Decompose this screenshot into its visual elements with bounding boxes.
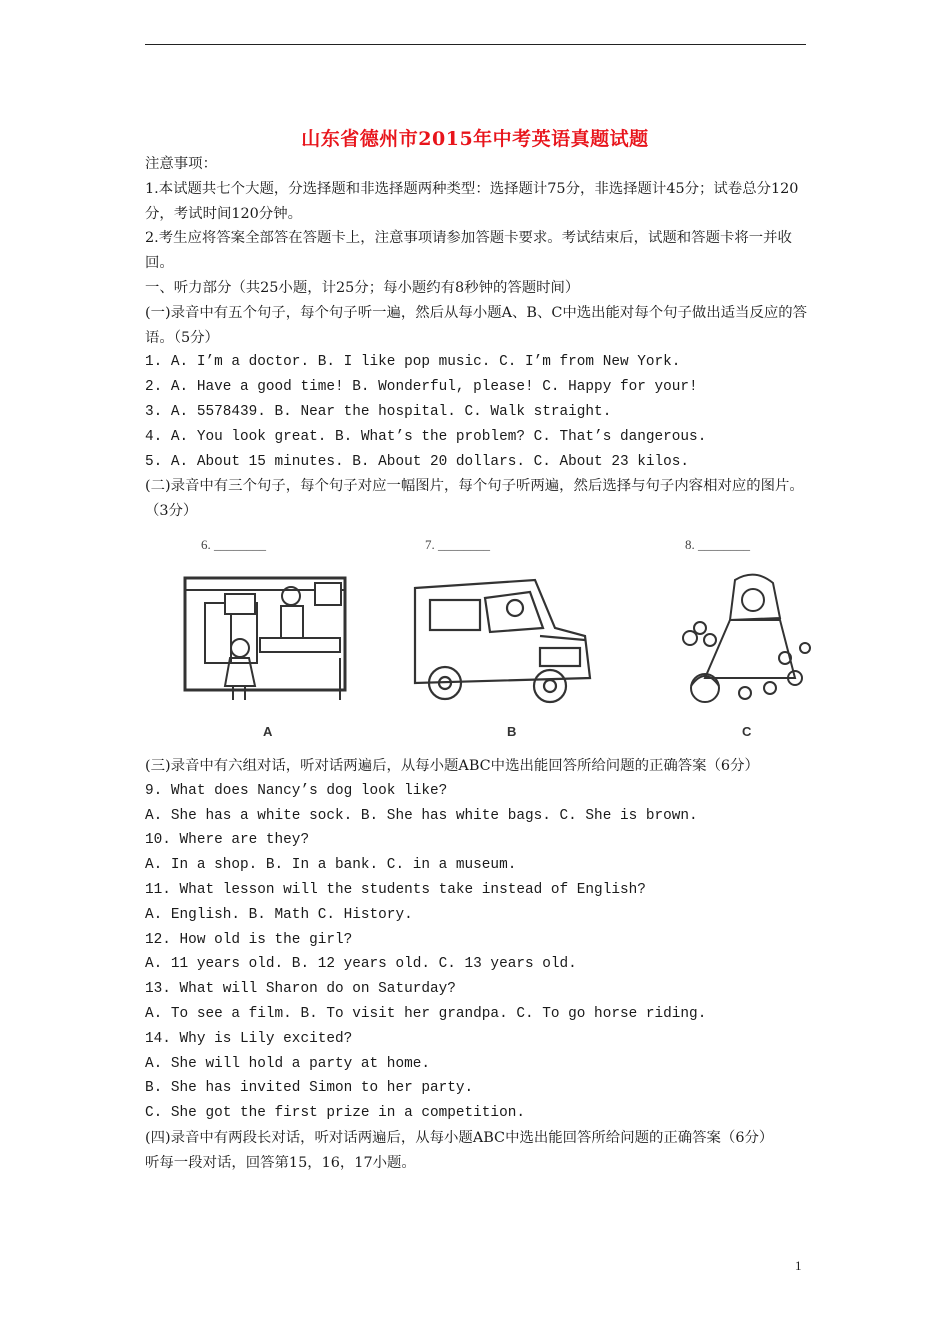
sec3-line: B. She has invited Simon to her party. [145, 1080, 474, 1097]
sec3-line: 12. How old is the girl? [145, 931, 353, 948]
page-number: 1 [795, 1258, 802, 1273]
notice-item-1: 1.本试题共七个大题，分选择题和非选择题两种类型：选择题计75分，非选择题计45分；试卷总分120分，考试时间120分钟。 [145, 180, 799, 222]
sec3-instruction: (三)录音中有六组对话，听对话两遍后，从每小题ABC中选出能回答所给问题的正确答案（6分） [145, 757, 759, 774]
sec3-line: C. She got the first prize in a competition. [145, 1105, 525, 1122]
notice-heading: 注意事项： [145, 156, 217, 172]
blank-7: 7. ________ [425, 536, 490, 552]
sec3-line: A. To see a film. B. To visit her grandpa. C. To go horse riding. [145, 1005, 707, 1022]
label-b: B [507, 723, 517, 739]
sec3-line: A. She will hold a party at home. [145, 1055, 430, 1072]
sec3-line: A. In a shop. B. In a bank. C. in a museum. [145, 857, 517, 874]
question-2: 2. A. Have a good time! B. Wonderful, please! C. Happy for your! [145, 379, 698, 396]
question-4: 4. A. You look great. B. What’s the problem? C. That’s dangerous. [145, 428, 707, 445]
question-5: 5. A. About 15 minutes. B. About 20 dollars. C. About 23 kilos. [145, 453, 690, 470]
sec4-instruction: (四)录音中有两段长对话，听对话两遍后，从每小题ABC中选出能回答所给问题的正确答案（6分） [145, 1129, 774, 1146]
sec3-line: A. English. B. Math C. History. [145, 906, 413, 923]
sec3-line: 9. What does Nancy’s dog look like? [145, 782, 448, 799]
picture-c [683, 575, 810, 702]
question-3: 3. A. 5578439. B. Near the hospital. C. Walk straight. [145, 403, 612, 420]
header-rule [145, 44, 806, 45]
sec3-line: 10. Where are they? [145, 832, 310, 849]
picture-strip [145, 528, 809, 752]
picture-b [415, 580, 590, 702]
label-c: C [742, 723, 752, 739]
question-1: 1. A. I’m a doctor. B. I like pop music. C. I’m from New York. [145, 354, 681, 371]
picture-a [185, 578, 345, 700]
sec3-line: 13. What will Sharon do on Saturday? [145, 981, 456, 998]
document-body [145, 152, 809, 1176]
sec1-instruction: (一)录音中有五个句子，每个句子听一遍，然后从每小题A、B、C中选出能对每个句子做出适当反应的答语。（5分） [145, 304, 808, 346]
sec3-line: 14. Why is Lily excited? [145, 1030, 353, 1047]
sec2-instruction: (二)录音中有三个句子，每个句子对应一幅图片，每个句子听两遍，然后选择与句子内容相对应的图片。（3分） [145, 478, 804, 520]
label-a: A [263, 723, 273, 739]
sec3-line: A. 11 years old. B. 12 years old. C. 13 years old. [145, 956, 577, 973]
blank-8: 8. ________ [685, 536, 750, 552]
sec4-sub: 听每一段对话，回答第15，16，17小题。 [145, 1154, 416, 1171]
blank-6: 6. ________ [201, 536, 266, 552]
sec3-line: 11. What lesson will the students take instead of English? [145, 881, 646, 898]
picture-illustrations [145, 528, 825, 752]
notice-item-2: 2.考生应将答案全部答在答题卡上，注意事项请参加答题卡要求。考试结束后，试题和答题卡将一并收回。 [145, 230, 792, 272]
page-title: 山东省德州市2015年中考英语真题试题 [301, 128, 649, 150]
part1-heading: 一、听力部分（共25小题，计25分；每小题约有8秒钟的答题时间） [145, 279, 580, 296]
sec3-line: A. She has a white sock. B. She has white bags. C. She is brown. [145, 807, 698, 824]
